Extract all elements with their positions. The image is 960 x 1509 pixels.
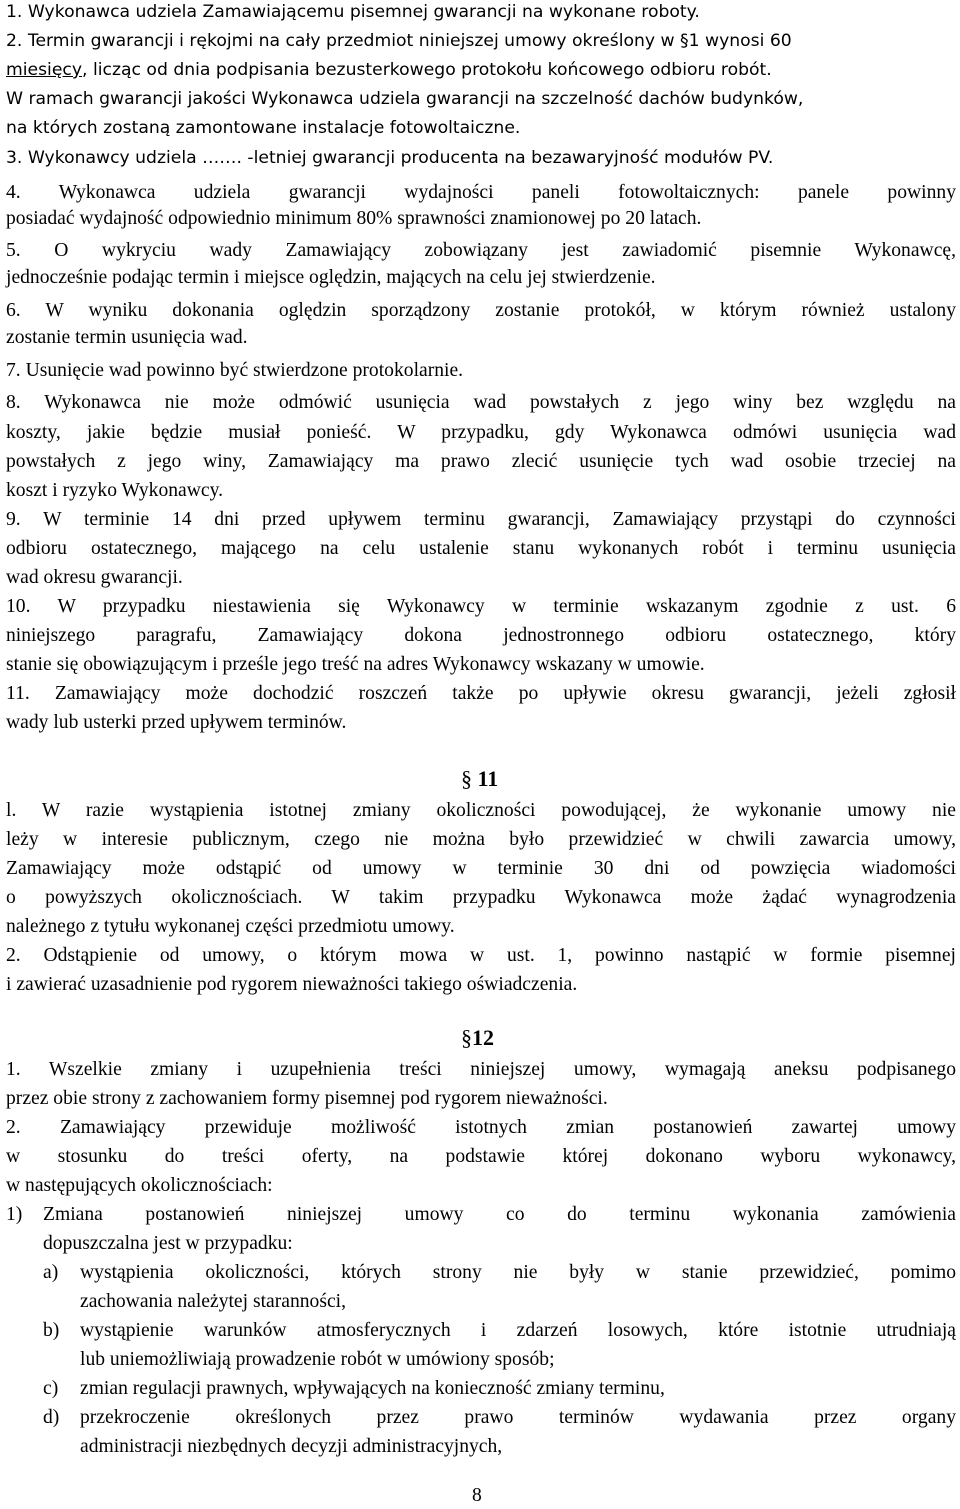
section-sign: §: [461, 1025, 472, 1050]
list-letter: c): [43, 1378, 59, 1399]
list-number: 1): [6, 1204, 23, 1225]
paragraph-line: odbioru ostatecznego, mającego na celu ustalenie stanu wykonanych robót i terminu usunięcia: [6, 538, 956, 559]
list-item-line: administracji niezbędnych decyzji administracyjnych,: [80, 1436, 503, 1457]
paragraph-line: 3. Wykonawcy udziela ……. -letniej gwarancji producenta na bezawaryjność modułów PV.: [6, 148, 774, 168]
paragraph-line: w następujących okolicznościach:: [6, 1175, 273, 1196]
paragraph-line: stanie się obowiązującym i prześle jego treść na adres Wykonawcy wskazany w umowie.: [6, 654, 705, 675]
list-letter: b): [43, 1320, 60, 1341]
paragraph-line: koszty, jakie będzie musiał ponieść. W przypadku, gdy Wykonawca odmówi usunięcia wad: [6, 422, 956, 443]
paragraph-line: posiadać wydajność odpowiednio minimum 80% sprawności znamionowej po 20 latach.: [6, 208, 702, 229]
paragraph-line: 10. W przypadku niestawienia się Wykonawcy w terminie wskazanym zgodnie z ust. 6: [6, 596, 956, 617]
paragraph-line: 11. Zamawiający może dochodzić roszczeń także po upływie okresu gwarancji, jeżeli zgłosił: [6, 683, 956, 704]
paragraph-line: w stosunku do treści oferty, na podstawie której dokonano wyboru wykonawcy,: [6, 1146, 956, 1167]
list-letter: a): [43, 1262, 59, 1283]
list-item-line: zachowania należytej staranności,: [80, 1291, 347, 1312]
paragraph-line: wady lub usterki przed upływem terminów.: [6, 712, 347, 733]
paragraph-line: 2. Zamawiający przewiduje możliwość istotnych zmian postanowień zawartej umowy: [6, 1117, 956, 1138]
paragraph-line: 5. O wykryciu wady Zamawiający zobowiązany jest zawiadomić pisemnie Wykonawcę,: [6, 240, 956, 261]
section-number: 11: [477, 766, 499, 791]
paragraph-line: 7. Usunięcie wad powinno być stwierdzone protokolarnie.: [6, 360, 464, 381]
paragraph-line: 2. Termin gwarancji i rękojmi na cały przedmiot niniejszej umowy określony w §1 wynosi 60: [6, 31, 792, 51]
paragraph-line: 4. Wykonawca udziela gwarancji wydajności paneli fotowoltaicznych: panele powinny: [6, 182, 956, 203]
list-item-line: dopuszczalna jest w przypadku:: [43, 1233, 293, 1254]
paragraph-line: 8. Wykonawca nie może odmówić usunięcia wad powstałych z jego winy bez względu na: [6, 392, 956, 413]
paragraph-line: leży w interesie publicznym, czego nie można było przewidzieć w chwili zawarcia umowy,: [6, 829, 956, 850]
section-heading-11: [461, 766, 498, 792]
paragraph-line: [6, 58, 772, 82]
paragraph-line: o powyższych okolicznościach. W takim przypadku Wykonawca może żądać wynagrodzenia: [6, 887, 956, 908]
list-letter: d): [43, 1407, 60, 1428]
paragraph-line: wad okresu gwarancji.: [6, 567, 183, 588]
paragraph-line: 1. Wykonawca udziela Zamawiającemu pisemnej gwarancji na wykonane roboty.: [6, 2, 700, 22]
list-item-line: przekroczenie określonych przez prawo terminów wydawania przez organy: [80, 1407, 956, 1428]
paragraph-line: Zamawiający może odstąpić od umowy w terminie 30 dni od powzięcia wiadomości: [6, 858, 956, 879]
list-item-line: lub uniemożliwiają prowadzenie robót w umówiony sposób;: [80, 1349, 555, 1370]
paragraph-line: i zawierać uzasadnienie pod rygorem nieważności takiego oświadczenia.: [6, 974, 578, 995]
paragraph-line: zostanie termin usunięcia wad.: [6, 327, 248, 348]
list-item-line: Zmiana postanowień niniejszej umowy co do terminu wykonania zamówienia: [43, 1204, 956, 1225]
section-number: 12: [472, 1025, 494, 1050]
list-item-line: wystąpienie warunków atmosferycznych i zdarzeń losowych, które istotnie utrudniają: [80, 1320, 956, 1341]
paragraph-line: l. W razie wystąpienia istotnej zmiany okoliczności powodującej, że wykonanie umowy nie: [6, 800, 956, 821]
list-item-line: zmian regulacji prawnych, wpływających na konieczność zmiany terminu,: [80, 1378, 665, 1399]
paragraph-line: 9. W terminie 14 dni przed upływem terminu gwarancji, Zamawiający przystąpi do czynności: [6, 509, 956, 530]
paragraph-line: W ramach gwarancji jakości Wykonawca udziela gwarancji na szczelność dachów budynków,: [6, 89, 804, 109]
list-item-line: wystąpienia okoliczności, których strony nie były w stanie przewidzieć, pomimo: [80, 1262, 956, 1283]
section-sign: §: [461, 766, 472, 791]
underlined-text: miesięcy: [6, 60, 83, 80]
page-number: 8: [472, 1485, 482, 1506]
paragraph-line: na których zostaną zamontowane instalacje fotowoltaiczne.: [6, 118, 521, 138]
paragraph-line-text: , licząc od dnia podpisania bezusterkowego protokołu końcowego odbioru robót.: [82, 60, 772, 80]
paragraph-line: 2. Odstąpienie od umowy, o którym mowa w ust. 1, powinno nastąpić w formie pisemnej: [6, 945, 956, 966]
paragraph-line: powstałych z jego winy, Zamawiający ma prawo zlecić usunięcie tych wad osobie trzeciej na: [6, 451, 956, 472]
paragraph-line: 6. W wyniku dokonania oględzin sporządzony zostanie protokół, w którym również ustalony: [6, 300, 956, 321]
paragraph-line: jednocześnie podając termin i miejsce oględzin, mających na celu jej stwierdzenie.: [6, 267, 656, 288]
paragraph-line: niniejszego paragrafu, Zamawiający dokona jednostronnego odbioru ostatecznego, który: [6, 625, 956, 646]
paragraph-line: 1. Wszelkie zmiany i uzupełnienia treści niniejszej umowy, wymagają aneksu podpisanego: [6, 1059, 956, 1080]
section-heading-12: [461, 1025, 494, 1051]
paragraph-line: koszt i ryzyko Wykonawcy.: [6, 480, 224, 501]
paragraph-line: przez obie strony z zachowaniem formy pisemnej pod rygorem nieważności.: [6, 1088, 608, 1109]
paragraph-line: należnego z tytułu wykonanej części przedmiotu umowy.: [6, 916, 455, 937]
